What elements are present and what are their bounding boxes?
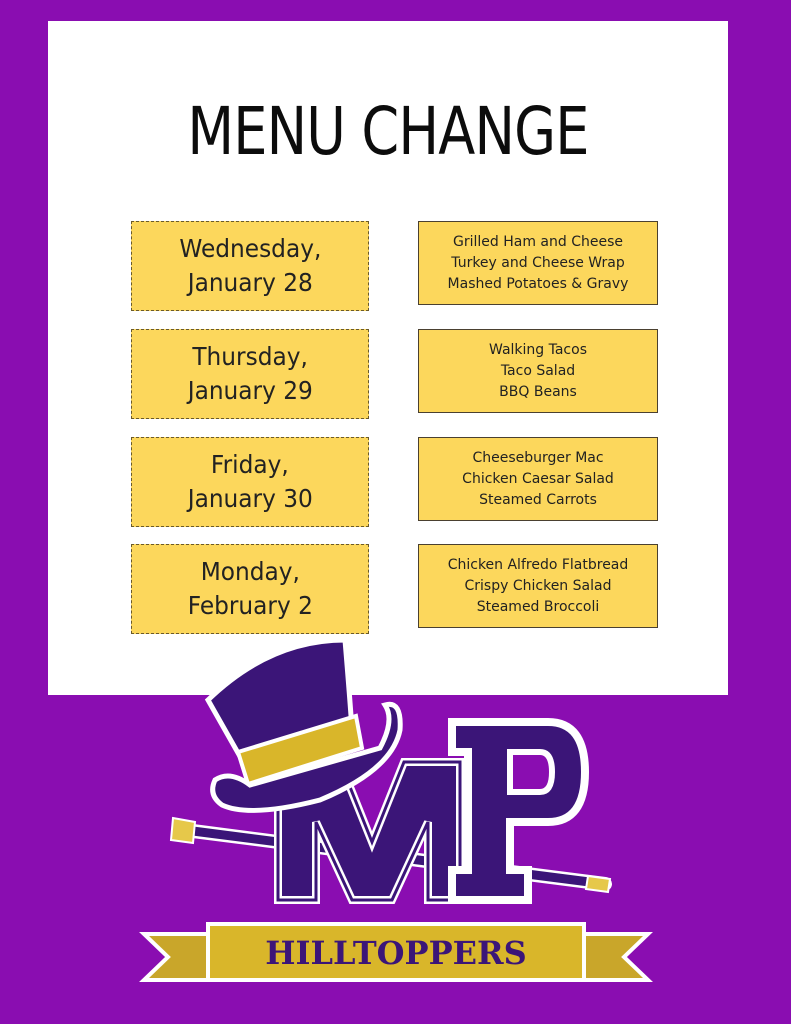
page-title: MENU CHANGE	[187, 93, 589, 170]
meal-item: Crispy Chicken Salad	[464, 577, 612, 594]
top-hat-icon	[208, 640, 400, 810]
day-date: January 30	[187, 484, 313, 513]
day-weekday: Friday,	[211, 450, 289, 479]
meal-item: Steamed Broccoli	[476, 598, 600, 615]
meal-item: Walking Tacos	[489, 341, 587, 358]
meal-item: Chicken Alfredo Flatbread	[447, 556, 629, 573]
meal-item: Steamed Carrots	[479, 491, 597, 508]
meal-item: Turkey and Cheese Wrap	[451, 254, 625, 271]
meal-item: BBQ Beans	[499, 383, 577, 400]
day-weekday: Thursday,	[192, 342, 308, 371]
hilltoppers-banner	[144, 924, 648, 980]
meal-item: Mashed Potatoes & Gravy	[447, 275, 629, 292]
day-date: January 29	[187, 376, 313, 405]
meal-item: Grilled Ham and Cheese	[453, 233, 623, 250]
day-weekday: Monday,	[200, 557, 300, 586]
meal-item: Cheeseburger Mac	[472, 449, 604, 466]
banner-text: HILLTOPPERS	[265, 934, 527, 972]
day-weekday: Wednesday,	[179, 234, 321, 263]
meal-item: Chicken Caesar Salad	[462, 470, 614, 487]
meal-item: Taco Salad	[500, 362, 576, 379]
day-date: February 2	[187, 591, 313, 620]
day-date: January 28	[187, 268, 313, 297]
